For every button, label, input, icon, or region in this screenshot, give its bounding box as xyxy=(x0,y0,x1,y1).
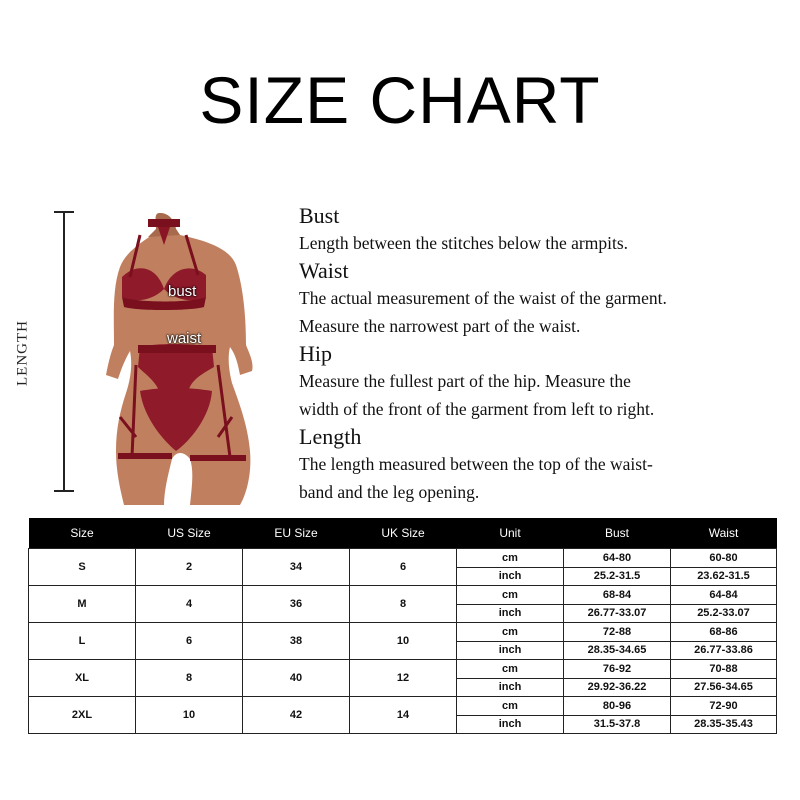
desc-text-waist: Measure the narrowest part of the waist. xyxy=(299,316,581,336)
waist-cell: 60-80 xyxy=(671,549,777,568)
unit-cell: inch xyxy=(457,715,564,734)
us-size-cell: 10 xyxy=(136,697,243,734)
unit-cell: cm xyxy=(457,660,564,679)
desc-text-waist: The actual measurement of the waist of the garment. xyxy=(299,287,667,308)
waist-cell: 23.62-31.5 xyxy=(671,567,777,586)
col-header-size: Size xyxy=(29,518,136,549)
table-row xyxy=(29,549,777,568)
eu-size-cell: 40 xyxy=(243,660,350,697)
eu-size-cell: 38 xyxy=(243,623,350,660)
uk-size-cell: 14 xyxy=(350,697,457,734)
desc-text-bust: Length between the stitches below the armpits. xyxy=(299,233,629,253)
uk-size-cell: 12 xyxy=(350,660,457,697)
page-title: SIZE CHART xyxy=(199,63,601,137)
col-header-waist: Waist xyxy=(671,518,777,549)
desc-heading-length: Length xyxy=(299,423,362,449)
waist-cell: 68-86 xyxy=(671,623,777,642)
size-cell: XL xyxy=(29,660,136,697)
uk-size-cell: 8 xyxy=(350,586,457,623)
unit-cell: cm xyxy=(457,586,564,605)
table-row xyxy=(29,660,777,679)
waist-cell: 25.2-33.07 xyxy=(671,604,777,623)
unit-cell: inch xyxy=(457,641,564,660)
us-size-cell: 8 xyxy=(136,660,243,697)
desc-heading-hip: Hip xyxy=(299,340,332,366)
garment-figure-image xyxy=(40,205,280,505)
desc-heading-bust: Bust xyxy=(299,203,340,228)
eu-size-cell: 36 xyxy=(243,586,350,623)
col-header-eu-size: EU Size xyxy=(243,518,350,549)
measurement-descriptions xyxy=(299,203,789,507)
size-cell: L xyxy=(29,623,136,660)
unit-cell: cm xyxy=(457,697,564,716)
uk-size-cell: 6 xyxy=(350,549,457,586)
unit-cell: cm xyxy=(457,549,564,568)
bust-cell: 29.92-36.22 xyxy=(564,678,671,697)
desc-text-hip: width of the front of the garment from left to right. xyxy=(299,399,655,419)
table-row xyxy=(29,623,777,642)
unit-cell: inch xyxy=(457,567,564,586)
eu-size-cell: 42 xyxy=(243,697,350,734)
size-cell: M xyxy=(29,586,136,623)
bust-cell: 64-80 xyxy=(564,549,671,568)
bust-cell: 31.5-37.8 xyxy=(564,715,671,734)
desc-text-length: The length measured between the top of the waist- xyxy=(299,453,653,474)
bust-cell: 28.35-34.65 xyxy=(564,641,671,660)
unit-cell: inch xyxy=(457,678,564,697)
col-header-us-size: US Size xyxy=(136,518,243,549)
length-label: LENGTH xyxy=(14,320,31,386)
bust-cell: 25.2-31.5 xyxy=(564,567,671,586)
size-cell: S xyxy=(29,549,136,586)
desc-heading-waist: Waist xyxy=(299,257,349,283)
unit-cell: cm xyxy=(457,623,564,642)
size-table xyxy=(28,518,777,734)
bust-label: bust xyxy=(168,283,197,300)
table-row xyxy=(29,697,777,716)
col-header-unit: Unit xyxy=(457,518,564,549)
waist-cell: 64-84 xyxy=(671,586,777,605)
us-size-cell: 6 xyxy=(136,623,243,660)
bust-cell: 76-92 xyxy=(564,660,671,679)
table-header-row xyxy=(29,518,777,549)
desc-text-length: band and the leg opening. xyxy=(299,482,480,502)
eu-size-cell: 34 xyxy=(243,549,350,586)
waist-cell: 72-90 xyxy=(671,697,777,716)
size-cell: 2XL xyxy=(29,697,136,734)
desc-text-hip: Measure the fullest part of the hip. Measure the xyxy=(299,370,631,391)
uk-size-cell: 10 xyxy=(350,623,457,660)
us-size-cell: 2 xyxy=(136,549,243,586)
bust-cell: 72-88 xyxy=(564,623,671,642)
bust-cell: 68-84 xyxy=(564,586,671,605)
waist-cell: 70-88 xyxy=(671,660,777,679)
bust-cell: 80-96 xyxy=(564,697,671,716)
unit-cell: inch xyxy=(457,604,564,623)
waist-label: waist xyxy=(167,330,202,347)
us-size-cell: 4 xyxy=(136,586,243,623)
col-header-uk-size: UK Size xyxy=(350,518,457,549)
table-row xyxy=(29,586,777,605)
waist-cell: 27.56-34.65 xyxy=(671,678,777,697)
waist-cell: 26.77-33.86 xyxy=(671,641,777,660)
col-header-bust: Bust xyxy=(564,518,671,549)
waist-cell: 28.35-35.43 xyxy=(671,715,777,734)
bust-cell: 26.77-33.07 xyxy=(564,604,671,623)
